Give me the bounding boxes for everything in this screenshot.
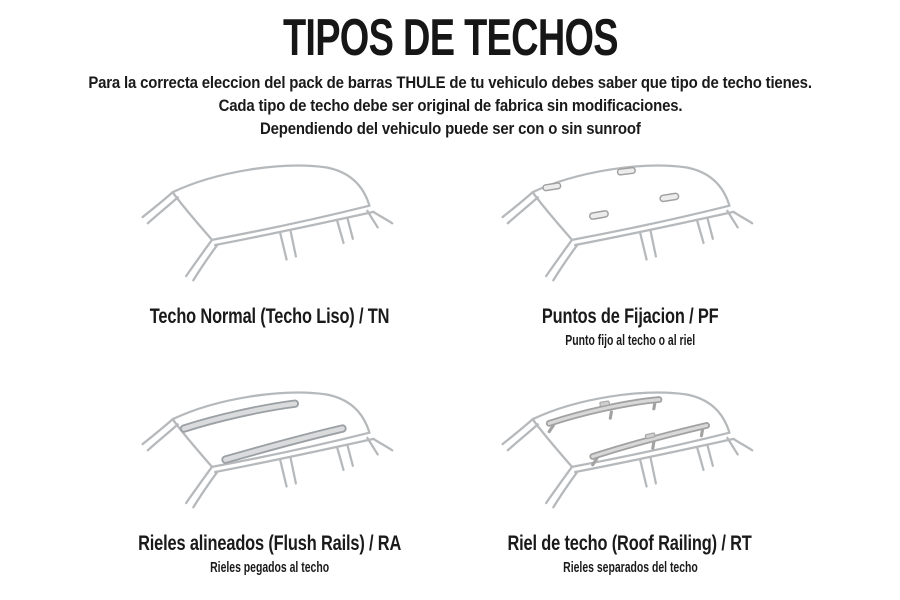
fixation-points [543,167,679,219]
fixed-points-roof-illustration [485,157,775,302]
intro-line-1: Para la correcta eleccion del pack de barras THULE de tu vehiculo debes saber que tipo de techo tienes. [88,73,812,92]
roof-type-sublabel-rt: Rieles separados del techo [562,560,698,576]
page-title: TIPOS DE TECHOS [282,9,618,67]
roof-type-label-ra: Rieles alineados (Flush Rails) / RA [138,532,402,555]
roof-type-card-tn [90,157,450,350]
roof-type-sublabel-pf: Punto fijo al techo o al riel [565,333,695,349]
roof-type-label-rt: Riel de techo (Roof Railing) / RT [507,532,753,555]
roof-type-label-pf: Puntos de Fijacion / PF [541,305,719,328]
roof-type-label-tn: Techo Normal (Techo Liso) / TN [150,305,390,328]
raised-roof-railing-illustration [485,384,775,529]
roof-type-card-ra [90,384,450,577]
roof-types-grid [90,157,810,577]
roof-type-sublabel-ra: Rieles pegados al techo [210,560,330,576]
roof-type-card-pf [450,157,810,350]
intro-line-3: Dependiendo del vehiculo puede ser con o sin sunroof [259,119,641,138]
intro-line-2: Cada tipo de techo debe ser original de fabrica sin modificaciones. [218,96,682,115]
intro-paragraph [0,72,900,141]
header [0,0,900,141]
smooth-roof-illustration [125,157,415,302]
roof-type-card-rt [450,384,810,577]
flush-rails-roof-illustration [125,384,415,529]
